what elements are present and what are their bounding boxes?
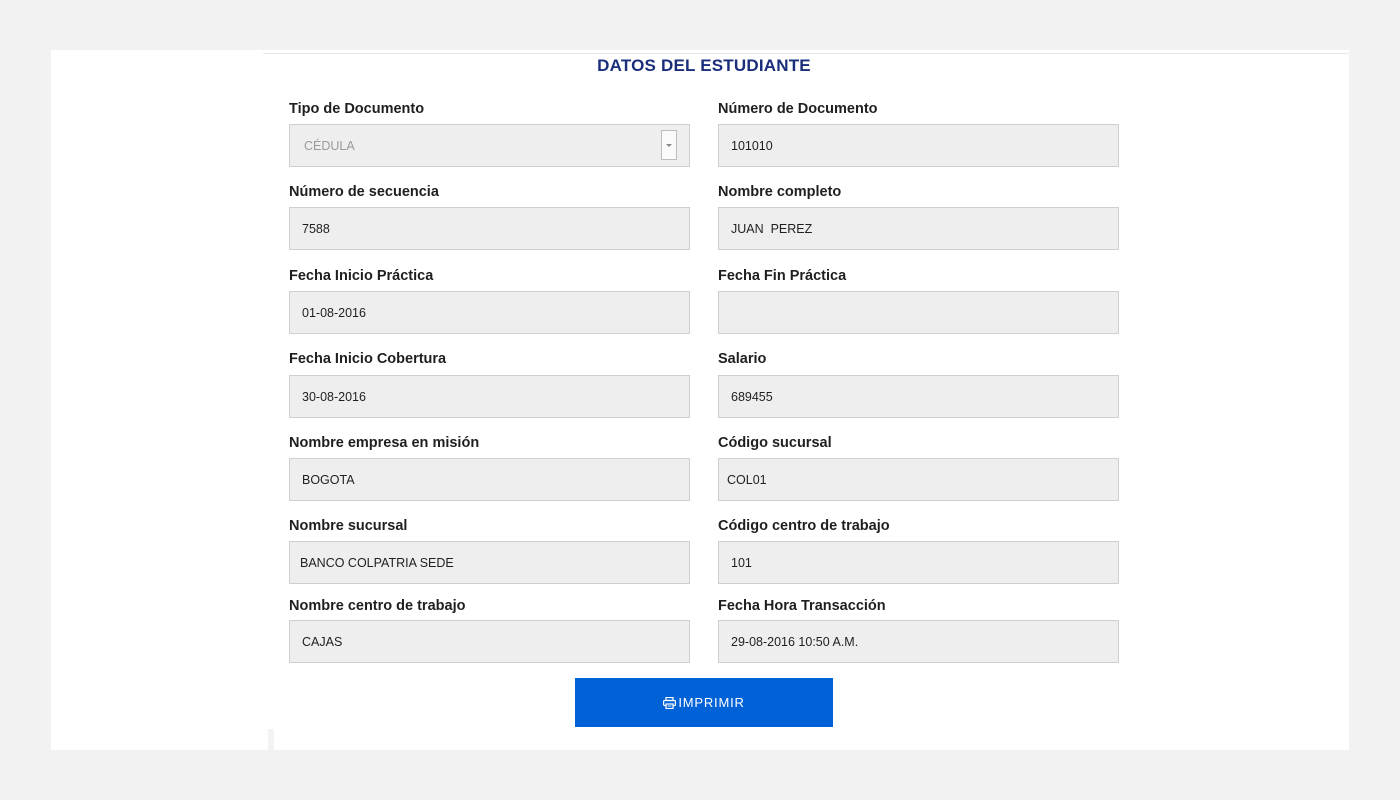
- print-button[interactable]: [575, 678, 833, 727]
- label-fecha-hora-transaccion: Fecha Hora Transacción: [718, 598, 886, 614]
- fecha-inicio-cobertura-value: 30-08-2016: [302, 389, 366, 404]
- label-fecha-inicio-practica: Fecha Inicio Práctica: [289, 268, 434, 284]
- field-fecha-inicio-cobertura: [289, 350, 690, 404]
- field-fecha-hora-transaccion: [718, 597, 1119, 649]
- field-numero-secuencia: [289, 183, 690, 236]
- label-fecha-fin-practica: Fecha Fin Práctica: [718, 268, 847, 284]
- field-fecha-inicio-practica: [289, 267, 690, 320]
- fecha-inicio-cobertura-input[interactable]: [289, 375, 690, 418]
- nombre-completo-input[interactable]: [718, 207, 1119, 250]
- field-nombre-centro-trabajo: [289, 597, 690, 649]
- label-fecha-inicio-cobertura: Fecha Inicio Cobertura: [289, 351, 447, 367]
- tipo-documento-value: CÉDULA: [304, 138, 355, 153]
- tipo-documento-select[interactable]: [289, 124, 690, 167]
- numero-documento-value: 101010: [731, 138, 773, 153]
- codigo-centro-trabajo-input[interactable]: [718, 541, 1119, 584]
- fecha-inicio-practica-input[interactable]: [289, 291, 690, 334]
- codigo-centro-trabajo-value: 101: [731, 555, 752, 570]
- label-nombre-sucursal: Nombre sucursal: [289, 518, 408, 534]
- field-tipo-documento: [289, 100, 690, 153]
- print-button-label: IMPRIMIR: [678, 695, 745, 710]
- numero-secuencia-input[interactable]: [289, 207, 690, 250]
- numero-documento-input[interactable]: [718, 124, 1119, 167]
- field-codigo-sucursal: [718, 434, 1119, 487]
- nombre-sucursal-input[interactable]: [289, 541, 690, 584]
- label-salario: Salario: [718, 351, 767, 367]
- select-dropdown-button[interactable]: [661, 130, 677, 160]
- codigo-sucursal-value: COL01: [727, 472, 767, 487]
- salario-input[interactable]: [718, 375, 1119, 418]
- top-divider: [263, 53, 1349, 54]
- label-numero-documento: Número de Documento: [718, 101, 878, 117]
- nombre-completo-value: JUAN PEREZ: [731, 221, 813, 236]
- nombre-empresa-mision-value: BOGOTA: [302, 472, 355, 487]
- numero-secuencia-value: 7588: [302, 221, 330, 236]
- printer-icon: [663, 697, 676, 709]
- chevron-down-icon: [666, 144, 672, 147]
- fecha-hora-transaccion-value: 29-08-2016 10:50 A.M.: [731, 634, 859, 649]
- label-codigo-sucursal: Código sucursal: [718, 435, 832, 451]
- fecha-inicio-practica-value: 01-08-2016: [302, 305, 366, 320]
- field-nombre-completo: [718, 183, 1119, 236]
- label-numero-secuencia: Número de secuencia: [289, 184, 439, 200]
- nombre-empresa-mision-input[interactable]: [289, 458, 690, 501]
- bottom-divider: [268, 729, 274, 750]
- field-salario: [718, 350, 1119, 404]
- codigo-sucursal-input[interactable]: [718, 458, 1119, 501]
- field-fecha-fin-practica: [718, 267, 1119, 285]
- nombre-centro-trabajo-value: CAJAS: [302, 634, 343, 649]
- label-nombre-empresa-mision: Nombre empresa en misión: [289, 435, 480, 451]
- fecha-fin-practica-input[interactable]: [718, 291, 1119, 334]
- form-title: DATOS DEL ESTUDIANTE: [597, 56, 811, 75]
- field-numero-documento: [718, 100, 1119, 153]
- salario-value: 689455: [731, 389, 773, 404]
- fecha-hora-transaccion-input[interactable]: [718, 620, 1119, 663]
- label-codigo-centro-trabajo: Código centro de trabajo: [718, 518, 890, 534]
- form-panel: [51, 50, 1349, 750]
- label-tipo-documento: Tipo de Documento: [289, 101, 425, 117]
- nombre-centro-trabajo-input[interactable]: [289, 620, 690, 663]
- label-nombre-completo: Nombre completo: [718, 184, 842, 200]
- field-nombre-sucursal: [289, 517, 690, 570]
- field-codigo-centro-trabajo: [718, 517, 1119, 570]
- field-nombre-empresa-mision: [289, 434, 690, 487]
- label-nombre-centro-trabajo: Nombre centro de trabajo: [289, 598, 466, 614]
- nombre-sucursal-value: BANCO COLPATRIA SEDE: [300, 555, 454, 570]
